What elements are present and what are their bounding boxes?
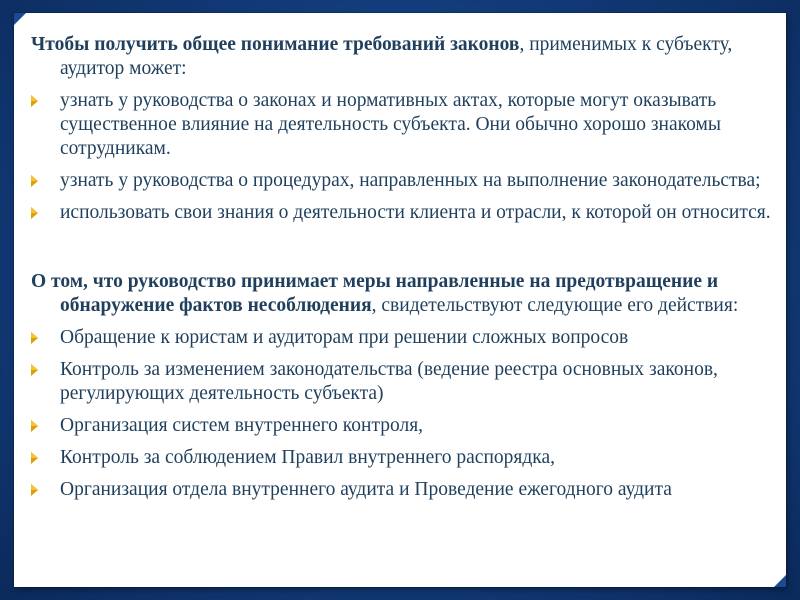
bullet-arrow-icon [31, 452, 38, 464]
slide-panel [14, 13, 786, 587]
bullet-arrow-icon [31, 484, 38, 496]
list-item-text: Контроль за соблюдением Правил внутреннего распорядка, [60, 447, 555, 468]
corner-decoration-bottom-right [774, 575, 786, 587]
list-item [31, 414, 776, 438]
list-item-text: Организация отдела внутреннего аудита и Проведение ежегодного аудита [60, 479, 672, 500]
list-item-text: Организация систем внутреннего контроля, [60, 415, 424, 436]
slide-content [31, 33, 776, 502]
list-item [31, 201, 776, 225]
list-item [31, 169, 776, 193]
section1-list [31, 89, 776, 225]
list-item-text: узнать у руководства о законах и нормативных актах, которые могут оказывать существенное влияние на деятельность субъекта. Они обычно хорошо знакомы сотрудникам. [60, 90, 721, 159]
list-item-text: Контроль за изменением законодательства (ведение реестра основных законов, регулирующих деятельность субъекта) [60, 359, 718, 404]
list-item [31, 326, 776, 350]
section2-rest: , свидетельствуют следующие его действия: [371, 295, 739, 316]
bullet-arrow-icon [31, 175, 38, 187]
bullet-arrow-icon [31, 332, 38, 344]
section2-list [31, 326, 776, 502]
section1-rest: , применимых к субъекту, аудитор может: [60, 34, 733, 79]
list-item-text: использовать свои знания о деятельности клиента и отрасли, к которой он относится. [60, 202, 771, 223]
list-item-text: узнать у руководства о процедурах, направленных на выполнение законодательства; [60, 170, 761, 191]
section2-intro [31, 270, 776, 318]
bullet-arrow-icon [31, 207, 38, 219]
bullet-arrow-icon [31, 95, 38, 107]
list-item-text: Обращение к юристам и аудиторам при решении сложных вопросов [60, 327, 629, 348]
section1-intro [31, 33, 776, 81]
list-item [31, 89, 776, 161]
corner-decoration-top-left [14, 13, 26, 25]
list-item [31, 478, 776, 502]
list-item [31, 358, 776, 406]
bullet-arrow-icon [31, 364, 38, 376]
bullet-arrow-icon [31, 420, 38, 432]
list-item [31, 446, 776, 470]
section2-lead: О том, что руководство принимает меры направленные на предотвращение и обнаружение фактов несоблюдения [31, 271, 719, 316]
section1-lead: Чтобы получить общее понимание требований законов [31, 34, 520, 55]
